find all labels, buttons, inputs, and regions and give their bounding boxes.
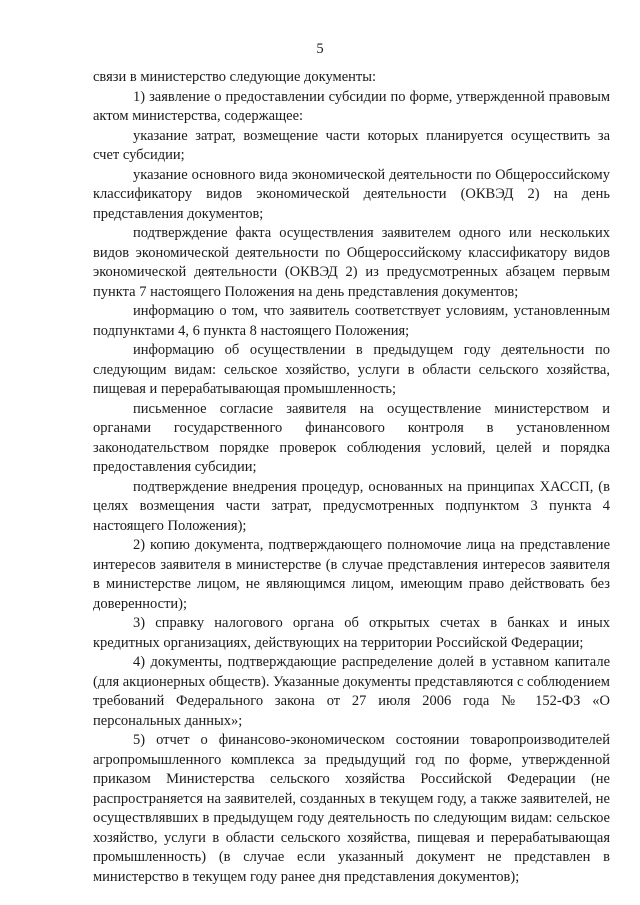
paragraph-intro: связи в министерство следующие документы:	[93, 69, 377, 85]
paragraph-activity-confirmation: подтверждение факта осуществления заявителем одного или нескольких видов экономической деятельности по Общероссийскому классификатору видов экономической деятельности (ОКВЭД 2) из предусмотренных абзацем первым пункта 7 настоящего Положения на день представления документов;	[93, 225, 610, 300]
paragraph-item-2-authority-copy: 2) копию документа, подтверждающего полномочие лица на представление интересов заявителя в министерстве (в случае представления интересов заявителя в министерстве лицом, не являющимся лицом, имеющим право действовать без доверенности);	[93, 537, 610, 612]
paragraph-main-activity: указание основного вида экономической деятельности по Общероссийскому классификатору видов экономической деятельности (ОКВЭД 2) на день представления документов;	[93, 166, 610, 222]
paragraph-previous-year-activity: информацию об осуществлении в предыдущем году деятельности по следующим видам: сельское хозяйство, услуги в области сельского хозяйства, пищевая и перерабатывающая промышленность;	[93, 342, 610, 397]
document-body	[93, 68, 610, 887]
paragraph-item-5-financial-report: 5) отчет о финансово-экономическом состоянии товаропроизводителей агропромышленного комплекса за предыдущий год по форме, утвержденной приказом Министерства сельского хозяйства Российской Федерации (не распространяется на заявителей, созданных в текущем году, а также заявителей, не осуществлявших в предыдущем году деятельность по следующим видам: сельское хозяйство, услуги в области сельского хозяйства, пищевая и перерабатывающая промышленность) (в случае если указанный документ не представлен в министерство в текущем году ранее дня представления документов);	[93, 732, 610, 885]
paragraph-haccp: подтверждение внедрения процедур, основанных на принципах ХАССП, (в целях возмещения части затрат, предусмотренных подпунктом 3 пункта 4 настоящего Положения);	[93, 478, 610, 534]
page-number: 5	[316, 41, 324, 57]
paragraph-compliance-info: информацию о том, что заявитель соответствует условиям, установленным подпунктами 4, 6 пункта 8 настоящего Положения;	[93, 303, 610, 339]
paragraph-costs-indication: указание затрат, возмещение части которых планируется осуществить за счет субсидии;	[93, 127, 610, 163]
paragraph-item-1-application: 1) заявление о предоставлении субсидии по форме, утвержденной правовым актом министерства, содержащее:	[93, 88, 610, 124]
paragraph-item-4-share-documents: 4) документы, подтверждающие распределение долей в уставном капитале (для акционерных обществ). Указанные документы представляются с соблюдением требований Федерального закона от 27 июля 2006 года № 152-ФЗ «О персональных данных»;	[93, 654, 610, 729]
paragraph-item-3-tax-certificate: 3) справку налогового органа об открытых счетах в банках и иных кредитных организациях, действующих на территории Российской Федерации;	[93, 615, 610, 651]
paragraph-written-consent: письменное согласие заявителя на осуществление министерством и органами государственного финансового контроля в установленном законодательством порядке проверок соблюдения условий, целей и порядка предоставления субсидии;	[93, 400, 610, 475]
